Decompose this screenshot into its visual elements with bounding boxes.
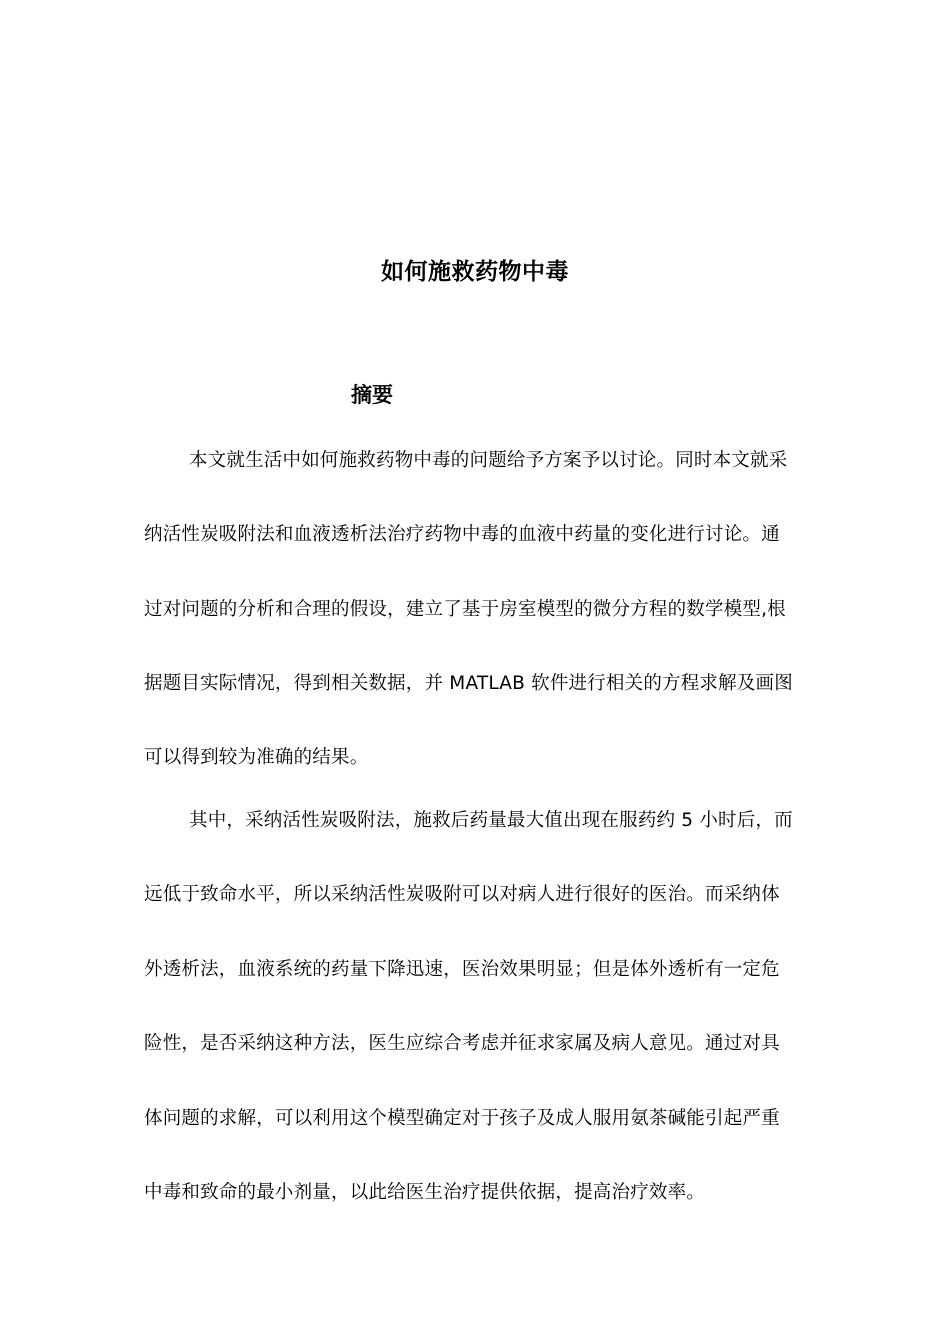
paragraph-2-line-1: 其中，采纳活性炭吸附法，施救后药量最大值出现在服药约 5 小时后，而 [189,810,793,831]
paragraph-1-line-1: 本文就生活中如何施救药物中毒的问题给予方案予以讨论。同时本文就采 [189,450,788,471]
paper-title: 如何施救药物中毒 [381,259,569,285]
paragraph-1-line-3: 过对问题的分析和合理的假设，建立了基于房室模型的微分方程的数学模型,根 [144,599,786,620]
paragraph-1-line-2: 纳活性炭吸附法和血液透析法治疗药物中毒的血液中药量的变化进行讨论。通 [144,524,780,545]
abstract-heading: 摘要 [351,383,393,407]
paragraph-1-line-4: 据题目实际情况，得到相关数据，并 MATLAB 软件进行相关的方程求解及画图 [144,673,793,694]
paragraph-2-line-6: 中毒和致命的最小剂量，以此给医生治疗提供依据，提高治疗效率。 [144,1182,706,1203]
paragraph-1-line-5: 可以得到较为准确的结果。 [144,747,369,768]
paragraph-2-line-3: 外透析法，血液系统的药量下降迅速，医治效果明显；但是体外透析有一定危 [144,959,780,980]
paragraph-2-line-4: 险性，是否采纳这种方法，医生应综合考虑并征求家属及病人意见。通过对具 [144,1033,780,1054]
paragraph-2-line-2: 远低于致命水平，所以采纳活性炭吸附可以对病人进行很好的医治。而采纳体 [144,884,780,905]
paragraph-2-line-5: 体问题的求解，可以利用这个模型确定对于孩子及成人服用氨茶碱能引起严重 [144,1108,780,1129]
